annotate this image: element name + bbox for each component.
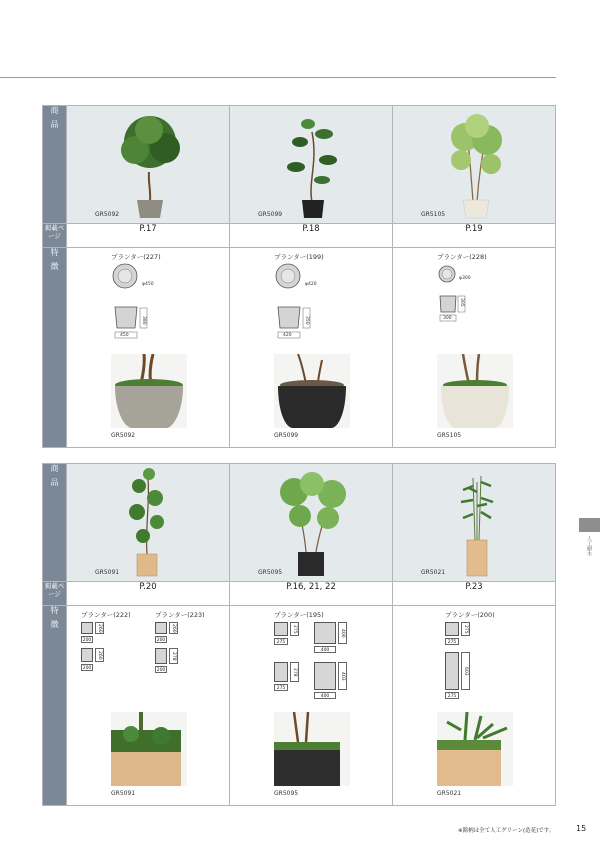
product-cell[interactable] xyxy=(230,464,393,582)
feature-cell xyxy=(230,248,393,448)
photo-code: GR5091 xyxy=(111,790,136,797)
row-label-features: 特徴 xyxy=(43,606,67,806)
planter-shape xyxy=(155,622,167,634)
dimension-width: 450 xyxy=(120,333,129,338)
planter-shape xyxy=(81,622,93,634)
spec-table-2 xyxy=(42,463,556,806)
dimension-label: 275 xyxy=(274,638,288,645)
dimension-diameter: φ300 xyxy=(459,276,471,281)
dimension-label: 603 xyxy=(461,652,470,690)
dimension-diameter: φ450 xyxy=(142,282,154,287)
planter-shape xyxy=(274,622,288,636)
dimension-diameter: φ420 xyxy=(305,282,317,287)
planter-label: プランター(199) xyxy=(274,253,324,261)
plant-image xyxy=(123,466,173,578)
plant-image xyxy=(455,472,499,578)
row-label-features: 特徴 xyxy=(43,248,67,448)
page-number: 15 xyxy=(576,824,587,833)
dimension-height: 350 xyxy=(304,316,309,325)
planter-diagram xyxy=(437,262,497,342)
side-tab xyxy=(579,518,600,532)
dimension-label: 278 xyxy=(169,648,178,664)
dimension-height: 305 xyxy=(459,298,464,307)
product-cell[interactable] xyxy=(393,106,556,224)
page-ref[interactable]: P.16, 21, 22 xyxy=(230,582,393,606)
planter-label: プランター(227) xyxy=(111,253,161,261)
dimension-label: 400 xyxy=(314,692,336,699)
feature-cell xyxy=(393,248,556,448)
photo-code: GR5105 xyxy=(437,432,462,439)
planter-photo xyxy=(111,712,187,786)
planter-shape xyxy=(445,652,459,690)
dimension-width: 420 xyxy=(283,333,292,338)
dimension-label: 200 xyxy=(82,666,92,671)
planter-diagram xyxy=(274,262,334,342)
plant-image xyxy=(278,112,348,220)
row-label-product: 商品 xyxy=(43,464,67,582)
plant-image xyxy=(276,468,350,578)
dimension-width: 300 xyxy=(443,316,452,321)
dimension-label: 403 xyxy=(338,662,347,690)
footnote: ※銘柄は全て人工グリーン(造花)です。 xyxy=(458,828,555,834)
product-code: GR5092 xyxy=(95,211,120,218)
dimension-label: 278 xyxy=(290,662,299,682)
planter-photo xyxy=(274,354,350,428)
product-cell[interactable] xyxy=(393,464,556,582)
dimension-label: 275 xyxy=(274,684,288,691)
planter-photo xyxy=(437,354,513,428)
plant-image xyxy=(441,112,511,220)
product-cell[interactable] xyxy=(67,464,230,582)
dimension-label: 200 xyxy=(156,668,166,673)
photo-code: GR5021 xyxy=(437,790,462,797)
dimension-label: 400 xyxy=(338,622,347,644)
planter-photo xyxy=(437,712,513,786)
product-cell[interactable] xyxy=(230,106,393,224)
dimension-label: 275 xyxy=(445,692,459,699)
planter-shape xyxy=(314,622,336,644)
page-ref[interactable]: P.19 xyxy=(393,224,556,248)
page-ref[interactable]: P.20 xyxy=(67,582,230,606)
photo-code: GR5092 xyxy=(111,432,136,439)
page-ref[interactable]: P.23 xyxy=(393,582,556,606)
product-code: GR5099 xyxy=(258,211,283,218)
row-label-page: 掲載ページ xyxy=(43,582,67,606)
product-code: GR5095 xyxy=(258,569,283,576)
dimension-label: 275 xyxy=(461,622,470,636)
feature-cell xyxy=(67,248,230,448)
top-rule xyxy=(0,77,556,78)
feature-cell xyxy=(230,606,393,806)
photo-code: GR5095 xyxy=(274,790,299,797)
dimension-label: 200 xyxy=(82,638,92,643)
planter-diagram xyxy=(111,262,171,342)
planter-shape xyxy=(314,662,336,690)
dimension-label: 260 xyxy=(171,623,176,633)
side-label: 人工樹木 xyxy=(586,536,592,556)
product-cell[interactable] xyxy=(67,106,230,224)
planter-label: プランター(195) xyxy=(274,611,324,619)
planter-label: プランター(223) xyxy=(155,611,205,619)
planter-shape xyxy=(445,622,459,636)
planter-shape xyxy=(274,662,288,682)
feature-cell xyxy=(67,606,230,806)
planter-shape xyxy=(81,648,93,662)
product-code: GR5021 xyxy=(421,569,446,576)
planter-label: プランター(228) xyxy=(437,253,487,261)
spec-table-1 xyxy=(42,105,556,448)
planter-label: プランター(222) xyxy=(81,611,131,619)
plant-image xyxy=(115,112,185,220)
page-ref[interactable]: P.17 xyxy=(67,224,230,248)
planter-photo xyxy=(274,712,350,786)
dimension-label: 275 xyxy=(445,638,459,645)
page-ref[interactable]: P.18 xyxy=(230,224,393,248)
product-code: GR5091 xyxy=(95,569,120,576)
dimension-label: 400 xyxy=(314,646,336,653)
row-label-product: 商品 xyxy=(43,106,67,224)
planter-shape xyxy=(155,648,167,664)
planter-label: プランター(200) xyxy=(445,611,495,619)
planter-photo xyxy=(111,354,187,428)
feature-cell xyxy=(393,606,556,806)
photo-code: GR5099 xyxy=(274,432,299,439)
dimension-label: 260 xyxy=(97,623,102,633)
product-code: GR5105 xyxy=(421,211,446,218)
dimension-label: 260 xyxy=(95,648,104,662)
dimension-label: 275 xyxy=(290,622,299,636)
dimension-label: 200 xyxy=(156,638,166,643)
dimension-height: 380 xyxy=(141,316,146,325)
row-label-page: 掲載ページ xyxy=(43,224,67,248)
